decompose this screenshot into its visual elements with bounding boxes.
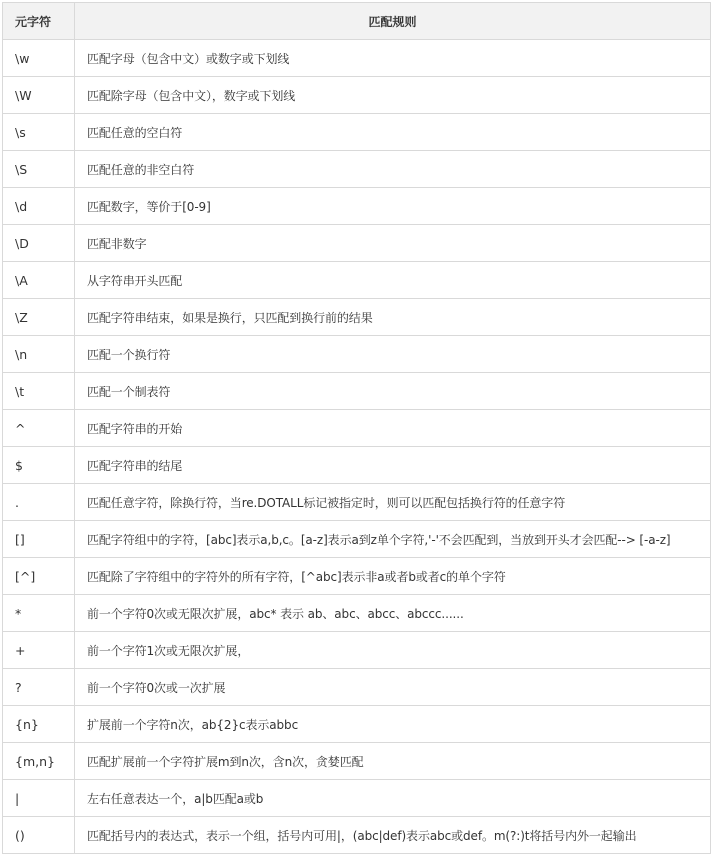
metachar-cell: $ [3,447,75,484]
rule-cell: 从字符串开头匹配 [75,262,711,299]
table-row [3,114,711,151]
header-rule: 匹配规则 [75,3,711,40]
metachar-cell: ? [3,669,75,706]
table-row [3,188,711,225]
table-header [3,3,711,40]
metachar-cell: {n} [3,706,75,743]
rule-cell: 扩展前一个字符n次，ab{2}c表示abbc [75,706,711,743]
metachar-cell: [^] [3,558,75,595]
regex-metachar-table [2,2,711,854]
table-row [3,817,711,854]
metachar-cell: {m,n} [3,743,75,780]
metachar-cell: \t [3,373,75,410]
rule-cell: 匹配任意字符，除换行符，当re.DOTALL标记被指定时，则可以匹配包括换行符的任意字符 [75,484,711,521]
rule-cell: 匹配字符串结束，如果是换行，只匹配到换行前的结果 [75,299,711,336]
rule-cell: 匹配字符串的开始 [75,410,711,447]
rule-cell: 左右任意表达一个，a|b匹配a或b [75,780,711,817]
table-row [3,410,711,447]
rule-cell: 匹配括号内的表达式，表示一个组，括号内可用|，(abc|def)表示abc或def。m(?:)t将括号内外一起输出 [75,817,711,854]
table-row [3,151,711,188]
rule-cell: 匹配数字，等价于[0-9] [75,188,711,225]
rule-cell: 前一个字符0次或无限次扩展，abc* 表示 ab、abc、abcc、abccc...... [75,595,711,632]
metachar-cell: \n [3,336,75,373]
metachar-cell: . [3,484,75,521]
table-row [3,447,711,484]
metachar-cell: + [3,632,75,669]
table-row [3,521,711,558]
rule-cell: 匹配除字母（包含中文），数字或下划线 [75,77,711,114]
rule-cell: 匹配扩展前一个字符扩展m到n次，含n次，贪婪匹配 [75,743,711,780]
rule-cell: 匹配任意的非空白符 [75,151,711,188]
rule-cell: 匹配字符串的结尾 [75,447,711,484]
table-row [3,706,711,743]
metachar-cell: \A [3,262,75,299]
metachar-cell: \D [3,225,75,262]
header-metachar: 元字符 [3,3,75,40]
rule-cell: 匹配一个换行符 [75,336,711,373]
rule-cell: 前一个字符1次或无限次扩展， [75,632,711,669]
rule-cell: 匹配一个制表符 [75,373,711,410]
metachar-cell: [] [3,521,75,558]
metachar-cell: * [3,595,75,632]
metachar-cell: \S [3,151,75,188]
rule-cell: 匹配字符组中的字符，[abc]表示a,b,c。[a-z]表示a到z单个字符,'-'不会匹配到，当放到开头才会匹配--> [-a-z] [75,521,711,558]
metachar-cell: \Z [3,299,75,336]
table-row [3,373,711,410]
metachar-cell: | [3,780,75,817]
table-row [3,225,711,262]
metachar-cell: \W [3,77,75,114]
table-row [3,40,711,77]
metachar-cell: ^ [3,410,75,447]
table-row [3,262,711,299]
table-body [3,40,711,854]
rule-cell: 匹配除了字符组中的字符外的所有字符，[^abc]表示非a或者b或者c的单个字符 [75,558,711,595]
table-row [3,780,711,817]
rule-cell: 匹配字母（包含中文）或数字或下划线 [75,40,711,77]
table-row [3,299,711,336]
header-row [3,3,711,40]
table-row [3,484,711,521]
metachar-cell: () [3,817,75,854]
metachar-cell: \w [3,40,75,77]
table-row [3,595,711,632]
table-row [3,669,711,706]
rule-cell: 前一个字符0次或一次扩展 [75,669,711,706]
table-row [3,558,711,595]
table-row [3,77,711,114]
rule-cell: 匹配任意的空白符 [75,114,711,151]
table-row [3,743,711,780]
table-row [3,336,711,373]
metachar-cell: \d [3,188,75,225]
table-row [3,632,711,669]
metachar-cell: \s [3,114,75,151]
rule-cell: 匹配非数字 [75,225,711,262]
